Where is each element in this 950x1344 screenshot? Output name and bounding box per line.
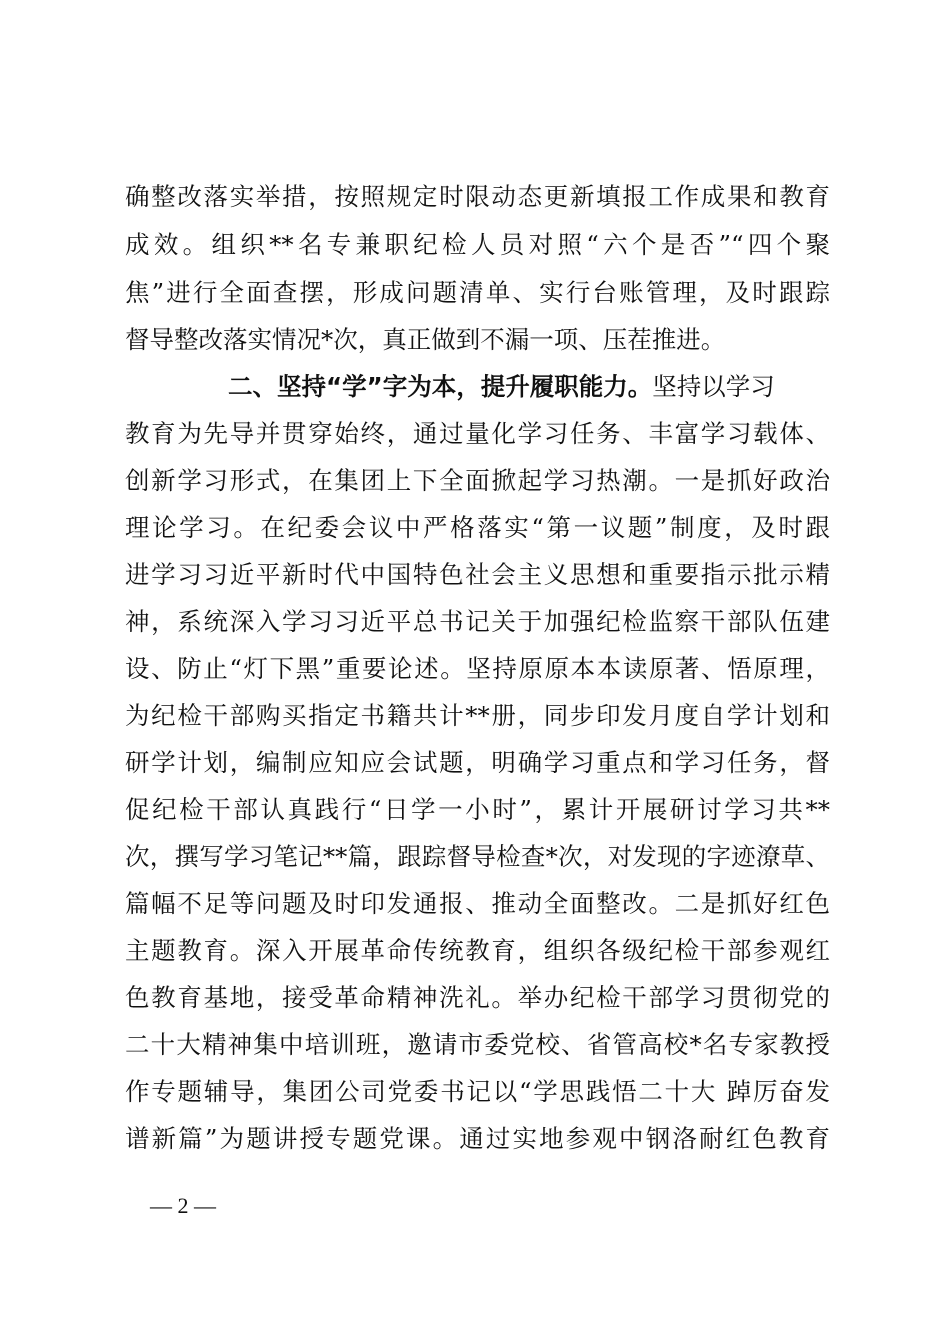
paragraph-line: 创新学习形式，在集团上下全面掀起学习热潮。一是抓好政治 bbox=[125, 466, 830, 495]
paragraph-line: 次，撰写学习笔记**篇，跟踪督导检查*次，对发现的字迹潦草、 bbox=[125, 842, 830, 871]
section-heading: 二、坚持“学”字为本，提升履职能力。 bbox=[228, 372, 653, 401]
paragraph-line: 焦”进行全面查摆，形成问题清单、实行台账管理，及时跟踪 bbox=[125, 278, 830, 307]
paragraph-line: 作专题辅导，集团公司党委书记以“学思践悟二十大 踔厉奋发 bbox=[125, 1077, 830, 1106]
paragraph-line: 督导整改落实情况*次，真正做到不漏一项、压茬推进。 bbox=[125, 325, 726, 354]
paragraph-line: 二十大精神集中培训班，邀请市委党校、省管高校*名专家教授 bbox=[125, 1030, 830, 1059]
section-first-line-text: 坚持以学习 bbox=[652, 372, 775, 401]
page-number: — 2 — bbox=[150, 1193, 216, 1218]
paragraph-line: 篇幅不足等问题及时印发通报、推动全面整改。二是抓好红色 bbox=[125, 889, 830, 918]
paragraph-line: 谱新篇”为题讲授专题党课。通过实地参观中钢洛耐红色教育 bbox=[125, 1124, 830, 1153]
paragraph-line: 理论学习。在纪委会议中严格落实“第一议题”制度，及时跟 bbox=[125, 513, 830, 542]
paragraph-line: 进学习习近平新时代中国特色社会主义思想和重要指示批示精 bbox=[125, 560, 830, 589]
section-first-line bbox=[125, 367, 830, 407]
paragraph-line: 促纪检干部认真践行“日学一小时”，累计开展研讨学习共** bbox=[125, 795, 830, 824]
paragraph-line: 确整改落实举措，按照规定时限动态更新填报工作成果和教育 bbox=[125, 182, 830, 211]
paragraph-line: 主题教育。深入开展革命传统教育，组织各级纪检干部参观红 bbox=[125, 936, 830, 965]
paragraph-line: 教育为先导并贯穿始终，通过量化学习任务、丰富学习载体、 bbox=[125, 419, 830, 448]
paragraph-line: 设、防止“灯下黑”重要论述。坚持原原本本读原著、悟原理， bbox=[125, 654, 830, 683]
paragraph-line: 色教育基地，接受革命精神洗礼。举办纪检干部学习贯彻党的 bbox=[125, 983, 830, 1012]
paragraph-line: 成效。组织**名专兼职纪检人员对照“六个是否”“四个聚 bbox=[125, 230, 830, 259]
paragraph-line: 研学计划，编制应知应会试题，明确学习重点和学习任务，督 bbox=[125, 748, 830, 777]
paragraph-line: 为纪检干部购买指定书籍共计**册，同步印发月度自学计划和 bbox=[125, 701, 830, 730]
paragraph-line: 神，系统深入学习习近平总书记关于加强纪检监察干部队伍建 bbox=[125, 607, 830, 636]
